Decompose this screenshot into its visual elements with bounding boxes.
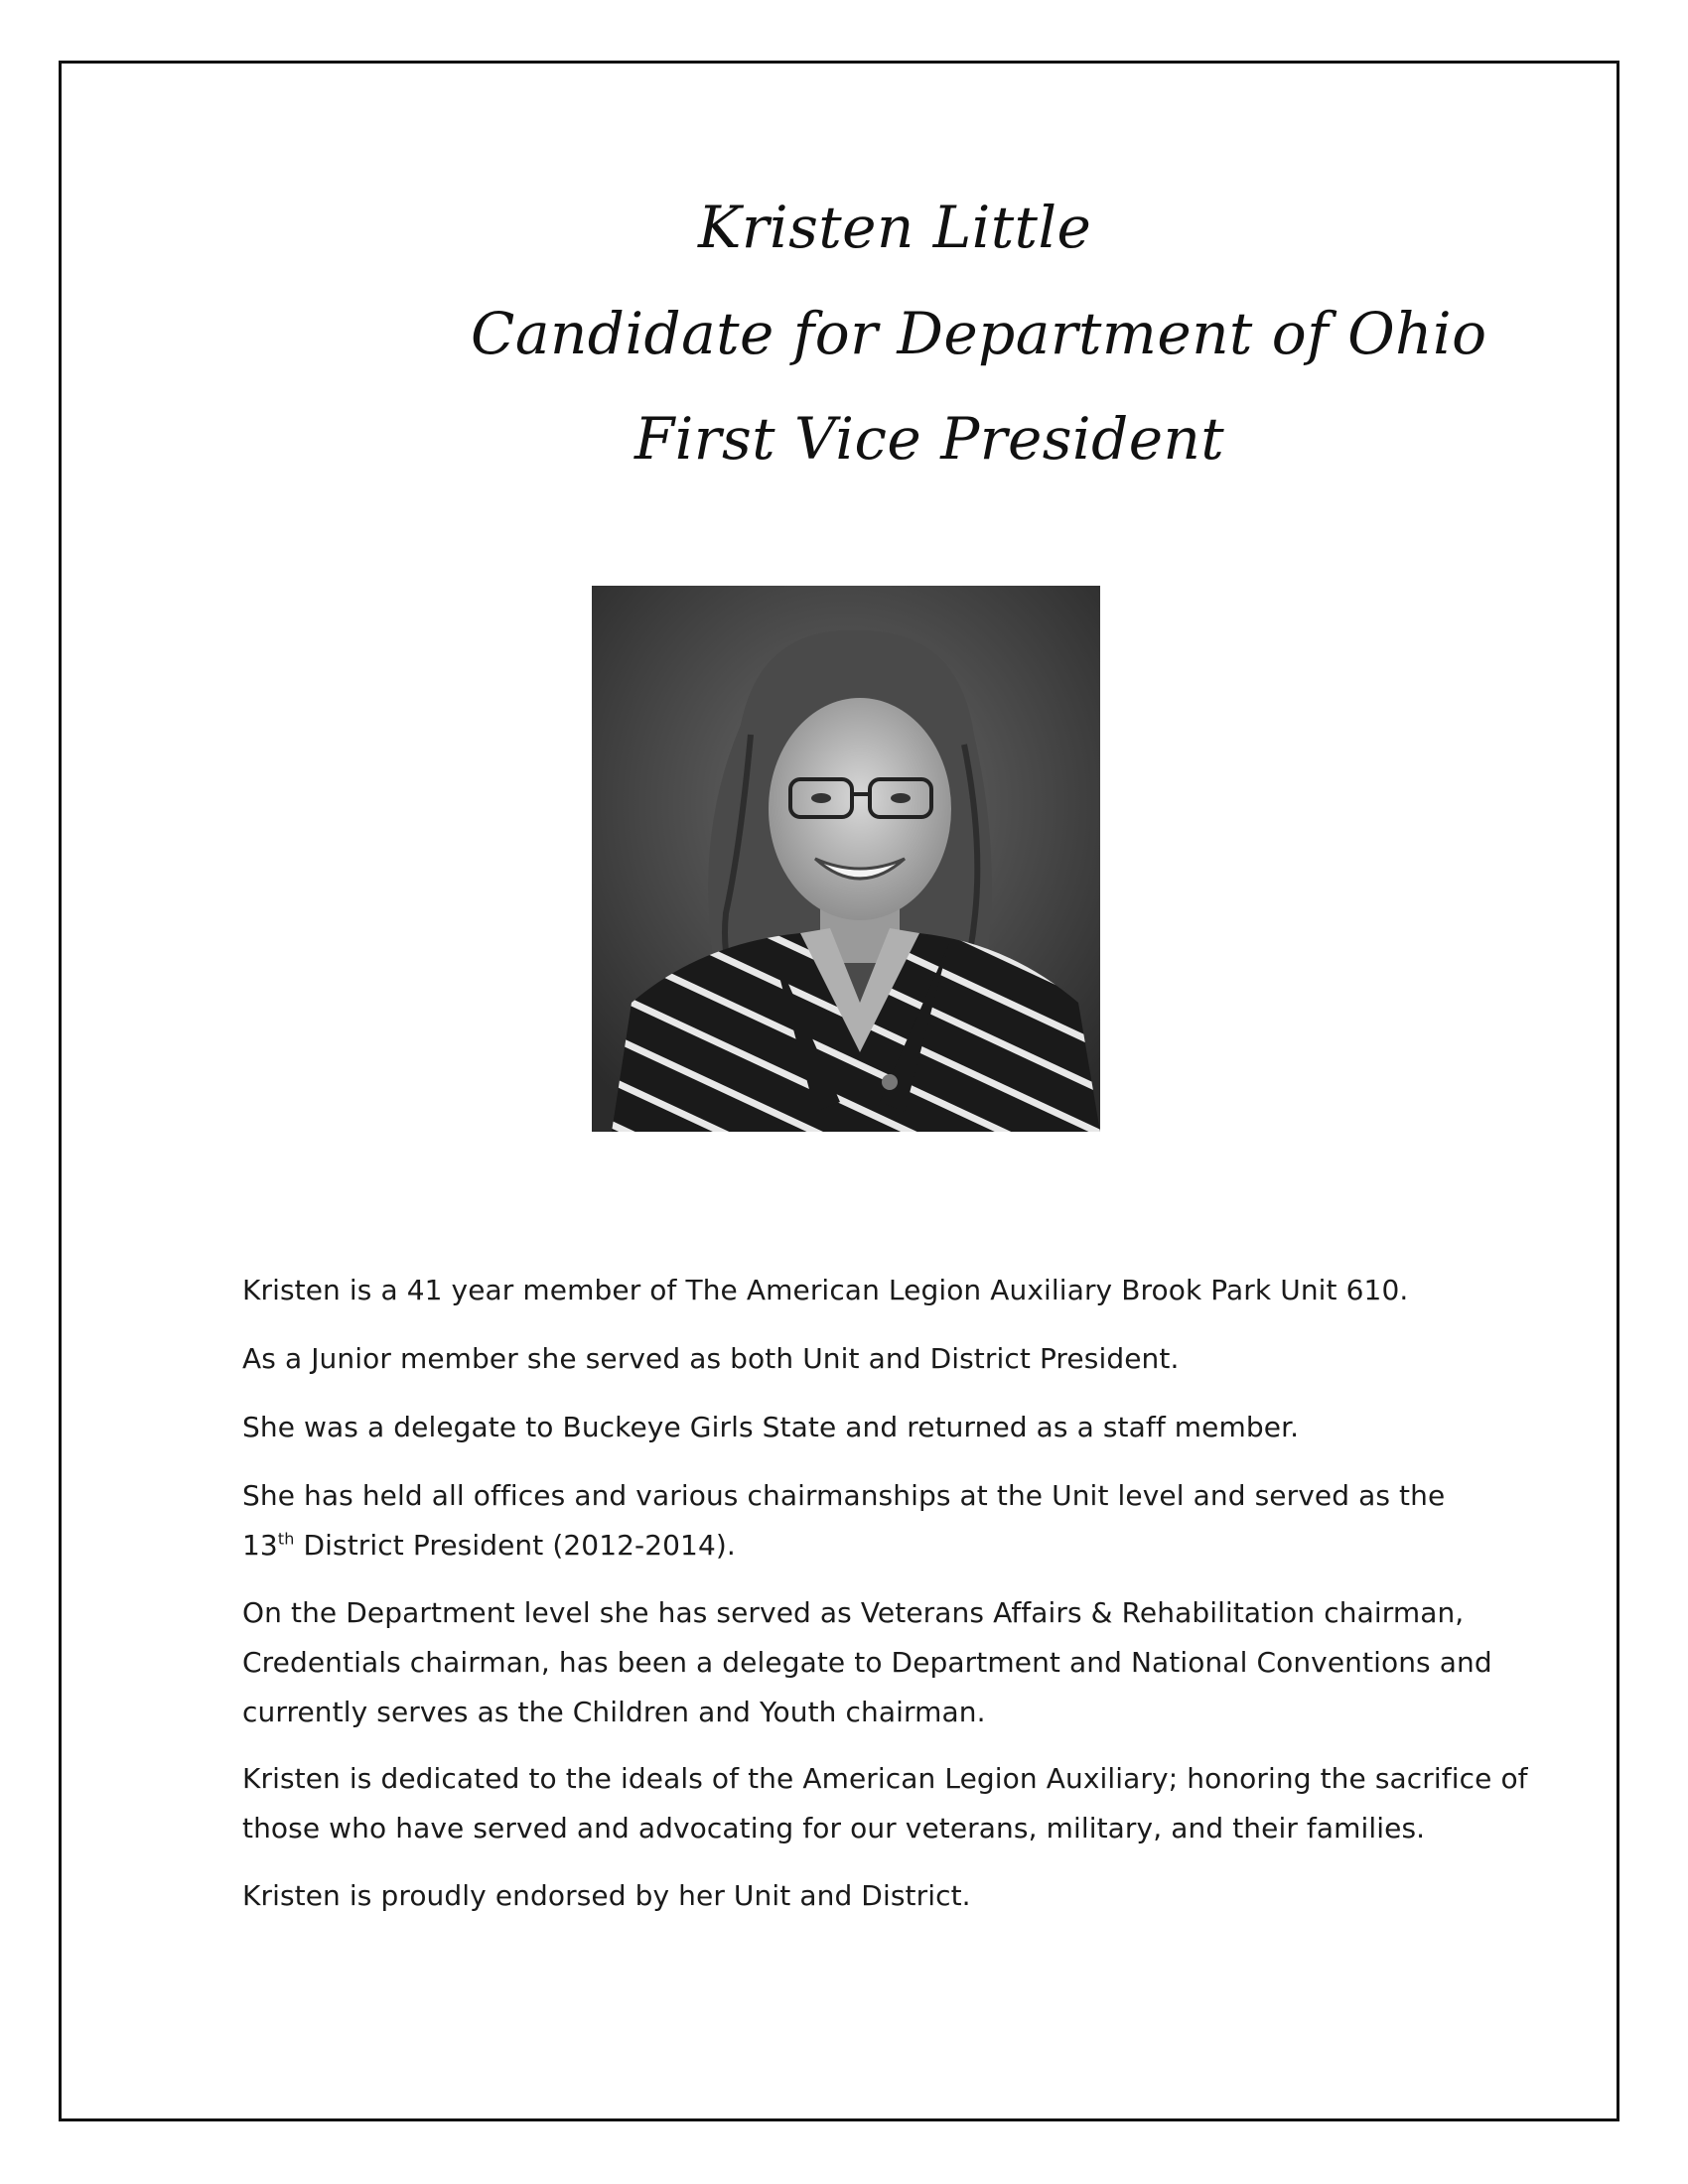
bio-paragraph-membership: Kristen is a 41 year member of The American Legion Auxiliary Brook Park Unit 610. [242,1274,1409,1306]
candidate-portrait-photo [592,586,1100,1132]
district-number: 13 [242,1529,278,1562]
candidate-name: Kristen Little [698,194,1092,261]
bio-paragraph-dedication: Kristen is dedicated to the ideals of the American Legion Auxiliary; honoring the sacrifice of those who have served and advocating for our veterans, military, and their families. [242,1762,1528,1844]
bio-offices-line1: She has held all offices and various chairmanships at the Unit level and served as the [242,1479,1446,1512]
office-title: First Vice President [634,405,1225,473]
bio-paragraph-offices [242,1471,1553,1570]
bio-paragraph-department: On the Department level she has served as Veterans Affairs & Rehabilitation chairman, Credentials chairman, has been a delegate to Department and National Conventions and currently serves as the Children and Youth chairman. [242,1596,1492,1728]
ordinal-suffix: th [277,1529,295,1549]
bio-paragraph-girls-state: She was a delegate to Buckeye Girls State and returned as a staff member. [242,1411,1300,1443]
bio-offices-line2: District President (2012-2014). [294,1529,736,1562]
candidacy-line: Candidate for Department of Ohio [471,300,1487,367]
bio-paragraph-junior: As a Junior member she served as both Unit and District President. [242,1342,1180,1375]
bio-paragraph-endorsement: Kristen is proudly endorsed by her Unit and District. [242,1879,971,1912]
